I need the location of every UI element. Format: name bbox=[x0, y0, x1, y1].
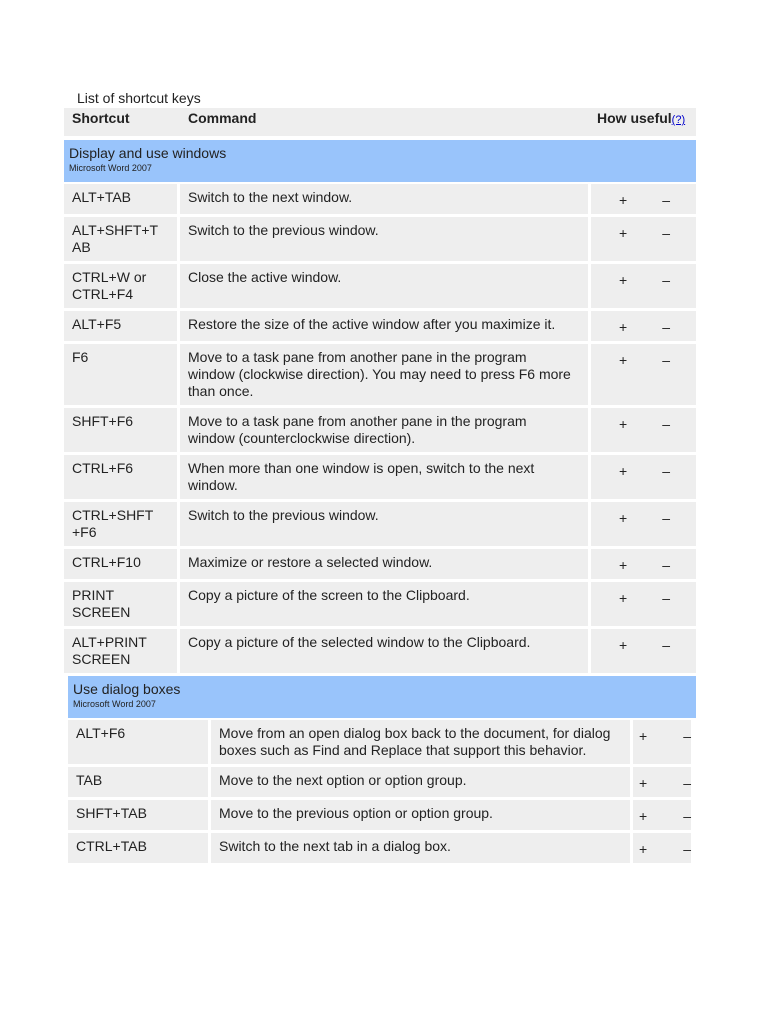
shortcut-row bbox=[64, 549, 696, 582]
section-subtitle: Microsoft Word 2007 bbox=[69, 163, 152, 173]
section-title: Use dialog boxes bbox=[73, 681, 181, 697]
shortcut-command: Move to a task pane from another pane in the program window (clockwise direction). You may need to press F6 more than once. bbox=[180, 344, 591, 408]
shortcut-key: ALT+SHFT+T AB bbox=[64, 217, 180, 264]
vote-down-button[interactable]: – bbox=[662, 272, 670, 288]
shortcut-command: Close the active window. bbox=[180, 264, 591, 311]
usefulness-vote bbox=[633, 720, 696, 767]
shortcut-command: Switch to the previous window. bbox=[180, 217, 591, 264]
vote-down-button[interactable]: – bbox=[662, 463, 670, 479]
shortcut-command: When more than one window is open, switch to the next window. bbox=[180, 455, 591, 502]
shortcut-row bbox=[64, 502, 696, 549]
shortcut-key: CTRL+SHFT +F6 bbox=[64, 502, 180, 549]
shortcut-key: ALT+F5 bbox=[64, 311, 180, 344]
vote-down-button[interactable]: – bbox=[662, 352, 670, 368]
vote-up-button[interactable]: + bbox=[619, 510, 628, 526]
shortcut-key: ALT+TAB bbox=[64, 184, 180, 217]
vote-up-button[interactable]: + bbox=[619, 352, 628, 368]
shortcut-key: CTRL+F10 bbox=[64, 549, 180, 582]
shortcut-row bbox=[64, 264, 696, 311]
usefulness-vote bbox=[633, 833, 696, 866]
vote-down-button[interactable]: – bbox=[662, 510, 670, 526]
shortcut-key: ALT+F6 bbox=[68, 720, 211, 767]
usefulness-vote bbox=[591, 455, 696, 502]
section-header-display-windows bbox=[64, 139, 696, 184]
table-caption: List of shortcut keys bbox=[77, 90, 201, 106]
shortcut-row bbox=[68, 767, 696, 800]
shortcut-row bbox=[64, 184, 696, 217]
table-header-row bbox=[64, 108, 696, 139]
shortcut-command: Switch to the next tab in a dialog box. bbox=[211, 833, 633, 866]
shortcut-command: Switch to the previous window. bbox=[180, 502, 591, 549]
shortcut-row bbox=[68, 833, 696, 866]
vote-up-button[interactable]: + bbox=[619, 590, 628, 606]
vote-up-button[interactable]: + bbox=[619, 192, 628, 208]
shortcut-row bbox=[64, 455, 696, 502]
vote-up-button[interactable]: + bbox=[639, 841, 648, 857]
vote-down-button[interactable]: – bbox=[683, 841, 692, 857]
vote-up-button[interactable]: + bbox=[639, 808, 648, 824]
shortcut-command: Move from an open dialog box back to the document, for dialog boxes such as Find and Replace that support this behavior. bbox=[211, 720, 633, 767]
shortcut-key: PRINT SCREEN bbox=[64, 582, 180, 629]
usefulness-vote bbox=[633, 800, 696, 833]
shortcut-key: ALT+PRINT SCREEN bbox=[64, 629, 180, 676]
shortcut-row bbox=[64, 311, 696, 344]
shortcut-key: F6 bbox=[64, 344, 180, 408]
vote-down-button[interactable]: – bbox=[662, 319, 670, 335]
vote-up-button[interactable]: + bbox=[619, 416, 628, 432]
shortcut-command: Move to the next option or option group. bbox=[211, 767, 633, 800]
vote-up-button[interactable]: + bbox=[619, 637, 628, 653]
shortcut-row bbox=[68, 800, 696, 833]
shortcut-key: CTRL+F6 bbox=[64, 455, 180, 502]
shortcut-key: SHFT+TAB bbox=[68, 800, 211, 833]
shortcut-key: SHFT+F6 bbox=[64, 408, 180, 455]
shortcut-command: Copy a picture of the screen to the Clipboard. bbox=[180, 582, 591, 629]
vote-down-button[interactable]: – bbox=[662, 590, 670, 606]
usefulness-vote bbox=[591, 502, 696, 549]
vote-up-button[interactable]: + bbox=[619, 319, 628, 335]
usefulness-vote bbox=[591, 264, 696, 311]
header-how-useful-label: How useful bbox=[597, 110, 672, 126]
shortcut-table-display-windows bbox=[64, 108, 696, 676]
help-link[interactable]: (?) bbox=[671, 114, 686, 126]
usefulness-vote bbox=[591, 344, 696, 408]
usefulness-vote bbox=[591, 629, 696, 676]
shortcut-table-dialog-boxes bbox=[68, 675, 696, 866]
vote-down-button[interactable]: – bbox=[662, 416, 670, 432]
vote-up-button[interactable]: + bbox=[639, 728, 648, 744]
vote-down-button[interactable]: – bbox=[662, 557, 670, 573]
section-subtitle: Microsoft Word 2007 bbox=[73, 699, 156, 709]
shortcut-key: CTRL+W or CTRL+F4 bbox=[64, 264, 180, 311]
shortcut-command: Switch to the next window. bbox=[180, 184, 591, 217]
header-command: Command bbox=[180, 108, 591, 139]
vote-up-button[interactable]: + bbox=[619, 557, 628, 573]
usefulness-vote bbox=[591, 549, 696, 582]
usefulness-vote bbox=[633, 767, 696, 800]
shortcut-key: TAB bbox=[68, 767, 211, 800]
shortcut-command: Move to the previous option or option group. bbox=[211, 800, 633, 833]
shortcut-row bbox=[68, 720, 696, 767]
shortcut-row bbox=[64, 408, 696, 455]
vote-down-button[interactable]: – bbox=[683, 775, 692, 791]
vote-down-button[interactable]: – bbox=[683, 728, 692, 744]
shortcut-key: CTRL+TAB bbox=[68, 833, 211, 866]
vote-down-button[interactable]: – bbox=[662, 192, 670, 208]
vote-down-button[interactable]: – bbox=[662, 225, 670, 241]
usefulness-vote bbox=[591, 184, 696, 217]
vote-up-button[interactable]: + bbox=[619, 463, 628, 479]
vote-up-button[interactable]: + bbox=[639, 775, 648, 791]
vote-up-button[interactable]: + bbox=[619, 225, 628, 241]
vote-down-button[interactable]: – bbox=[683, 808, 692, 824]
usefulness-vote bbox=[591, 582, 696, 629]
vote-down-button[interactable]: – bbox=[662, 637, 670, 653]
usefulness-vote bbox=[591, 217, 696, 264]
shortcut-row bbox=[64, 582, 696, 629]
header-how-useful bbox=[591, 108, 696, 139]
shortcut-row bbox=[64, 344, 696, 408]
shortcut-row bbox=[64, 217, 696, 264]
usefulness-vote bbox=[591, 311, 696, 344]
section-header-dialog-boxes bbox=[68, 675, 696, 720]
shortcut-command: Maximize or restore a selected window. bbox=[180, 549, 591, 582]
header-shortcut: Shortcut bbox=[64, 108, 180, 139]
shortcut-command: Move to a task pane from another pane in the program window (counterclockwise direction). bbox=[180, 408, 591, 455]
section-title: Display and use windows bbox=[69, 145, 227, 161]
vote-up-button[interactable]: + bbox=[619, 272, 628, 288]
shortcut-command: Restore the size of the active window after you maximize it. bbox=[180, 311, 591, 344]
usefulness-vote bbox=[591, 408, 696, 455]
shortcut-row bbox=[64, 629, 696, 676]
shortcut-command: Copy a picture of the selected window to the Clipboard. bbox=[180, 629, 591, 676]
